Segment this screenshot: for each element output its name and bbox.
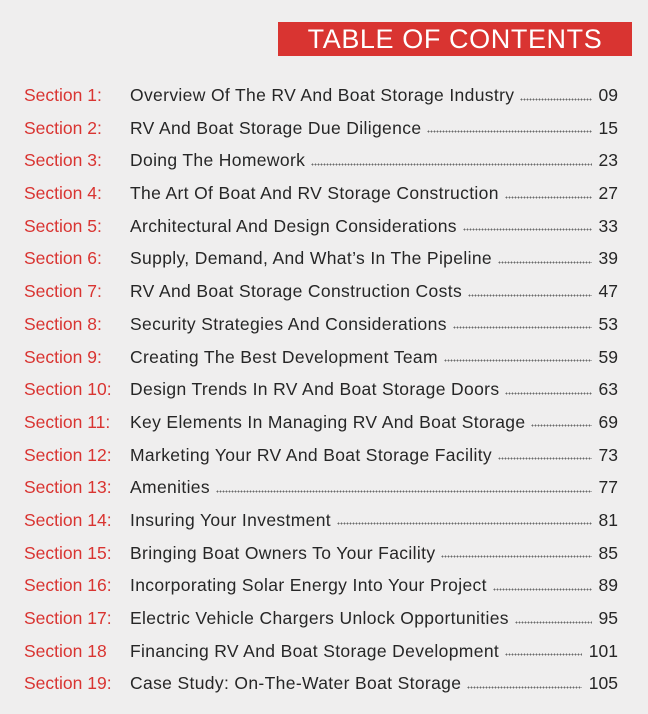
section-label: Section 4:	[24, 183, 102, 204]
section-title: Supply, Demand, And What’s In The Pipeline	[130, 248, 492, 269]
page-number: 73	[598, 444, 618, 465]
toc-entry-section-1[interactable]	[24, 79, 618, 112]
toc-entry-section-15[interactable]	[24, 537, 618, 570]
toc-entry-section-9[interactable]	[24, 341, 618, 374]
section-label: Section 16:	[24, 575, 112, 596]
dot-leader	[515, 620, 592, 624]
toc-entry-section-8[interactable]	[24, 308, 618, 341]
toc-entry-section-10[interactable]	[24, 373, 618, 406]
dot-leader	[493, 587, 592, 591]
section-title: RV And Boat Storage Due Diligence	[130, 117, 422, 138]
page-number: 53	[598, 313, 618, 334]
section-title: Marketing Your RV And Boat Storage Facility	[130, 444, 493, 465]
toc-header-banner	[278, 22, 632, 56]
dot-leader	[453, 326, 592, 330]
section-title: Overview Of The RV And Boat Storage Industry	[130, 85, 515, 105]
dot-leader	[337, 522, 592, 526]
section-label: Section 9:	[24, 346, 102, 367]
section-title: Bringing Boat Owners To Your Facility	[130, 542, 436, 563]
section-title: The Art Of Boat And RV Storage Construction	[130, 183, 499, 204]
page-number: 33	[598, 215, 618, 236]
dot-leader	[216, 489, 592, 493]
toc-entry-section-17[interactable]	[24, 602, 618, 635]
dot-leader	[531, 424, 591, 428]
page-number: 39	[598, 248, 618, 269]
page-number: 85	[598, 542, 618, 563]
page-number: 15	[598, 117, 618, 138]
section-title: Design Trends In RV And Boat Storage Doors	[130, 379, 500, 400]
section-label: Section 6:	[24, 248, 102, 269]
page-number: 27	[598, 183, 618, 204]
dot-leader	[467, 685, 581, 689]
toc-entry-section-2[interactable]	[24, 112, 618, 145]
toc-list	[24, 79, 618, 700]
dot-leader	[498, 260, 592, 264]
section-title: Amenities	[130, 477, 210, 498]
page-number: 63	[598, 379, 618, 400]
dot-leader	[520, 97, 591, 101]
toc-entry-section-13[interactable]	[24, 471, 618, 504]
section-title: Doing The Homework	[130, 150, 306, 171]
dot-leader	[463, 228, 592, 232]
section-title: Electric Vehicle Chargers Unlock Opportunities	[130, 608, 509, 628]
page-number: 47	[598, 281, 618, 302]
dot-leader	[505, 195, 592, 199]
page-number: 69	[598, 411, 618, 432]
toc-entry-section-18[interactable]	[24, 635, 618, 668]
page-number: 23	[598, 150, 618, 171]
toc-entry-section-6[interactable]	[24, 242, 618, 275]
section-label: Section 19:	[24, 673, 112, 694]
section-label: Section 7:	[24, 281, 102, 302]
section-title: Incorporating Solar Energy Into Your Project	[130, 575, 487, 596]
section-label: Section 12:	[24, 444, 112, 465]
section-label: Section 5:	[24, 215, 102, 236]
section-title: Key Elements In Managing RV And Boat Storage	[130, 411, 526, 432]
toc-entry-section-4[interactable]	[24, 177, 618, 210]
page-number: 59	[598, 346, 618, 367]
section-title: Architectural And Design Considerations	[130, 215, 457, 236]
toc-entry-section-7[interactable]	[24, 275, 618, 308]
toc-entry-section-11[interactable]	[24, 406, 618, 439]
section-label: Section 17:	[24, 608, 112, 628]
section-title: Insuring Your Investment	[130, 509, 332, 530]
dot-leader	[468, 293, 591, 297]
section-label: Section 13:	[24, 477, 112, 498]
toc-entry-section-12[interactable]	[24, 439, 618, 472]
page-number: 89	[598, 575, 618, 596]
dot-leader	[505, 391, 591, 395]
section-label: Section 18	[24, 640, 107, 661]
page-number: 81	[598, 509, 618, 530]
page-number: 101	[588, 640, 618, 661]
toc-entry-section-19[interactable]	[24, 667, 618, 700]
section-label: Section 10:	[24, 379, 112, 400]
dot-leader	[505, 653, 582, 657]
page-number: 09	[598, 85, 618, 105]
toc-entry-section-3[interactable]	[24, 144, 618, 177]
toc-title: TABLE OF CONTENTS	[307, 24, 603, 54]
section-title: Creating The Best Development Team	[130, 346, 438, 367]
dot-leader	[498, 457, 592, 461]
section-label: Section 14:	[24, 509, 112, 530]
section-label: Section 1:	[24, 85, 102, 105]
section-label: Section 3:	[24, 150, 102, 171]
section-title: Financing RV And Boat Storage Development	[130, 640, 500, 661]
section-label: Section 8:	[24, 313, 102, 334]
page-number: 77	[598, 477, 618, 498]
section-title: Security Strategies And Considerations	[130, 313, 447, 334]
dot-leader	[311, 162, 591, 166]
dot-leader	[444, 359, 592, 363]
section-label: Section 2:	[24, 117, 102, 138]
page-number: 105	[588, 673, 618, 694]
section-title: RV And Boat Storage Construction Costs	[130, 281, 463, 302]
section-label: Section 11:	[24, 411, 111, 432]
section-title: Case Study: On-The-Water Boat Storage	[130, 673, 462, 694]
section-label: Section 15:	[24, 542, 112, 563]
page-number: 95	[598, 608, 618, 628]
dot-leader	[427, 130, 591, 134]
toc-entry-section-16[interactable]	[24, 569, 618, 602]
toc-entry-section-14[interactable]	[24, 504, 618, 537]
toc-entry-section-5[interactable]	[24, 210, 618, 243]
dot-leader	[441, 555, 591, 559]
